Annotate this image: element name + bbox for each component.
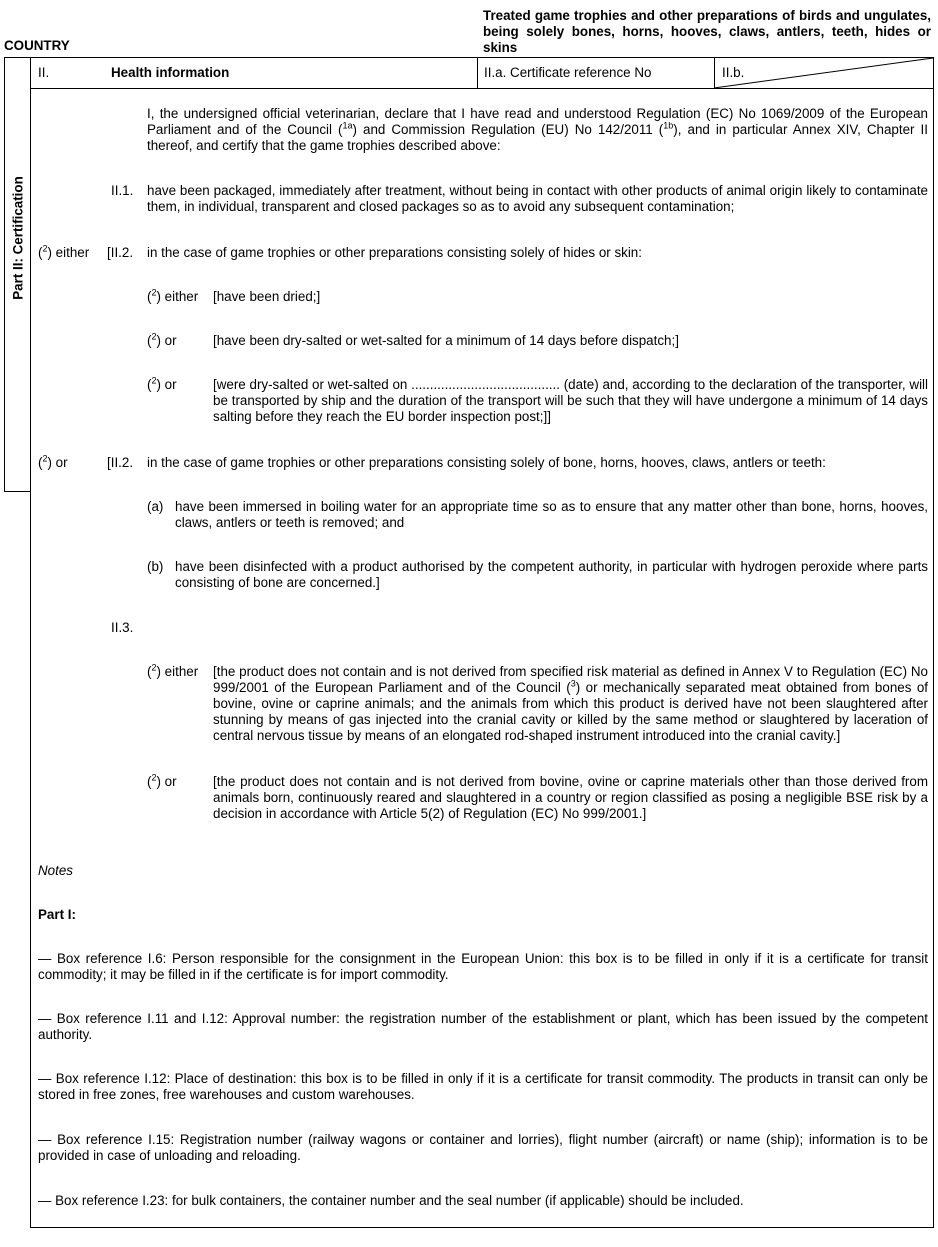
intro-text-3: ), and in particular Annex XIV, Chapter II thereof, and certify that the game trophies described above: xyxy=(147,122,928,153)
footnote-ref: 2 xyxy=(151,287,157,298)
intro-text-2: ) and Commission Regulation (EU) No 142/2011 ( xyxy=(352,122,664,137)
frame-left-outer xyxy=(4,57,5,492)
item-b-text: have been disinfected with a product authorised by the competent authority, in particular with hydrogen peroxide where parts consisting of bone are concerned.] xyxy=(175,559,928,590)
ii3-either-text xyxy=(213,664,928,744)
frame-left-inner xyxy=(30,57,31,1228)
footnote-ref: 2 xyxy=(151,772,157,783)
clause-ii2-hides-text: in the case of game trophies or other preparations consisting solely of hides or skin: xyxy=(147,245,642,260)
clause-ii3-number: II.3. xyxy=(111,620,134,635)
note-item: — Box reference I.23: for bulk containers, the container number and the seal number (if applicable) should be included. xyxy=(38,1193,744,1208)
item-label-b: (b) xyxy=(147,559,164,574)
certificate-title: Treated game trophies and other preparations of birds and ungulates, being solely bones, horns, hooves, claws, antlers, teeth, hides or skins xyxy=(483,8,931,55)
option-word: either xyxy=(164,289,199,304)
clause-ii1-number: II.1. xyxy=(111,183,134,198)
country-label: COUNTRY xyxy=(4,38,70,53)
ii3-either-text-2: ) or mechanically separated meat obtained from bones of bovine, ovine or caprine animals; and the animals from which this product is derived have not been slaughtered after stunning by means of gas injected into the cranial cavity or killed by the same method or slaughtered by laceration of central nervous tissue by means of an elongated rod-shaped instrument introduced into the cranial cavity.] xyxy=(213,680,929,743)
note-item: — Box reference I.6: Person responsible for the consignment in the European Union: this box is to be filled in only if it is a certificate for transit commodity; it may be filled in if the certificate is for import commodity. xyxy=(38,951,928,982)
footnote-ref: 2 xyxy=(151,331,157,342)
ref-b-label: II.b. xyxy=(722,65,745,80)
option-either-marker: ($^2$) either xyxy=(38,243,90,260)
option-word: either xyxy=(164,664,199,679)
option-marker: ($^2$) or xyxy=(147,772,177,789)
footnote-ref: 2 xyxy=(42,243,48,254)
option-marker: ($^2$) either xyxy=(147,287,199,304)
footnote-ref: 1b xyxy=(663,120,674,131)
footnote-ref: 3 xyxy=(570,678,576,689)
side-label-text: Part II: Certification xyxy=(10,176,26,300)
option-dried-text: [have been dried;] xyxy=(213,289,321,304)
option-marker: ($^2$) either xyxy=(147,662,199,679)
certificate-reference-label: II.a. Certificate reference No xyxy=(484,65,652,80)
option-marker: ($^2$) or xyxy=(147,331,177,348)
note-item: — Box reference I.11 and I.12: Approval number: the registration number of the establishment or plant, which has been issued by the competent authority. xyxy=(38,1011,928,1042)
option-word: or xyxy=(164,774,177,789)
footnote-ref: 2 xyxy=(151,375,157,386)
item-label-a: (a) xyxy=(147,499,164,514)
note-item: — Box reference I.12: Place of destination: this box is to be filled in only if it is a certificate for transit commodity. The products in transit can only be stored in free zones, free warehouses and custom warehouses. xyxy=(38,1071,928,1102)
footnote-ref: 1a xyxy=(342,120,353,131)
ref-divider-a xyxy=(477,57,478,89)
frame-bottom xyxy=(30,1227,934,1228)
notes-part-heading: Part I: xyxy=(38,907,76,922)
ii3-or-text: [the product does not contain and is not derived from bovine, ovine or caprine materials other than those derived from animals born, continuously reared and slaughtered in a country or region classified as posing a negligible BSE risk by a decision in accordance with Article 5(2) of Regulation (EC) No 999/2001.] xyxy=(213,774,928,821)
frame-right xyxy=(933,57,934,1228)
notes-heading: Notes xyxy=(38,863,73,878)
option-marker: ($^2$) or xyxy=(147,375,177,392)
option-word: or xyxy=(164,333,177,348)
option-salted-text: [have been dry-salted or wet-salted for a minimum of 14 days before dispatch;] xyxy=(213,333,679,348)
clause-ii2-number: [II.2. xyxy=(107,455,134,470)
section-title: Health information xyxy=(111,65,230,80)
clause-ii2-bone-text: in the case of game trophies or other preparations consisting solely of bone, horns, hooves, claws, antlers or teeth: xyxy=(147,455,826,470)
clause-ii1-text: have been packaged, immediately after treatment, without being in contact with other products of animal origin likely to contaminate them, in individual, transparent and closed packages so as to avoid any subsequent contamination; xyxy=(147,183,928,214)
option-word: either xyxy=(55,245,90,260)
frame-side-bottom xyxy=(4,491,31,492)
ref-b-diagonal xyxy=(714,57,934,89)
ii3-either-text-1: [the product does not contain and is not derived from specified risk material as defined in Annex V to Regulation (EC) No 999/2001 of the European Parliament and of the Council ( xyxy=(213,664,928,695)
option-word: or xyxy=(55,455,68,470)
item-a-text: have been immersed in boiling water for an appropriate time so as to ensure that any matter other than bone, horns, hooves, claws, antlers or teeth is removed; and xyxy=(175,499,928,530)
intro-text-1: I, the undersigned official veterinarian, declare that I have read and understood Regulation (EC) No 1069/2009 of the European Parliament and of the Council ( xyxy=(147,106,928,137)
footnote-ref: 2 xyxy=(42,453,48,464)
option-ship-salted-text: [were dry-salted or wet-salted on ........................................ (date) and, according to the declaration of the transporter, will be transported by ship and the duration of the transport will be such that they will have undergone a minimum of 14 days salting before they reach the EU border inspection post;]] xyxy=(213,377,928,424)
note-item: — Box reference I.15: Registration number (railway wagons or container and lorries), flight number (aircraft) or name (ship); information is to be provided in case of unloading and reloading. xyxy=(38,1132,928,1163)
section-number: II. xyxy=(38,65,50,80)
option-or-marker: ($^2$) or xyxy=(38,453,68,470)
clause-ii2-number: [II.2. xyxy=(107,245,134,260)
footnote-ref: 2 xyxy=(151,662,157,673)
option-word: or xyxy=(164,377,177,392)
part-ii-side-label xyxy=(7,88,29,388)
declaration-paragraph xyxy=(147,106,928,154)
